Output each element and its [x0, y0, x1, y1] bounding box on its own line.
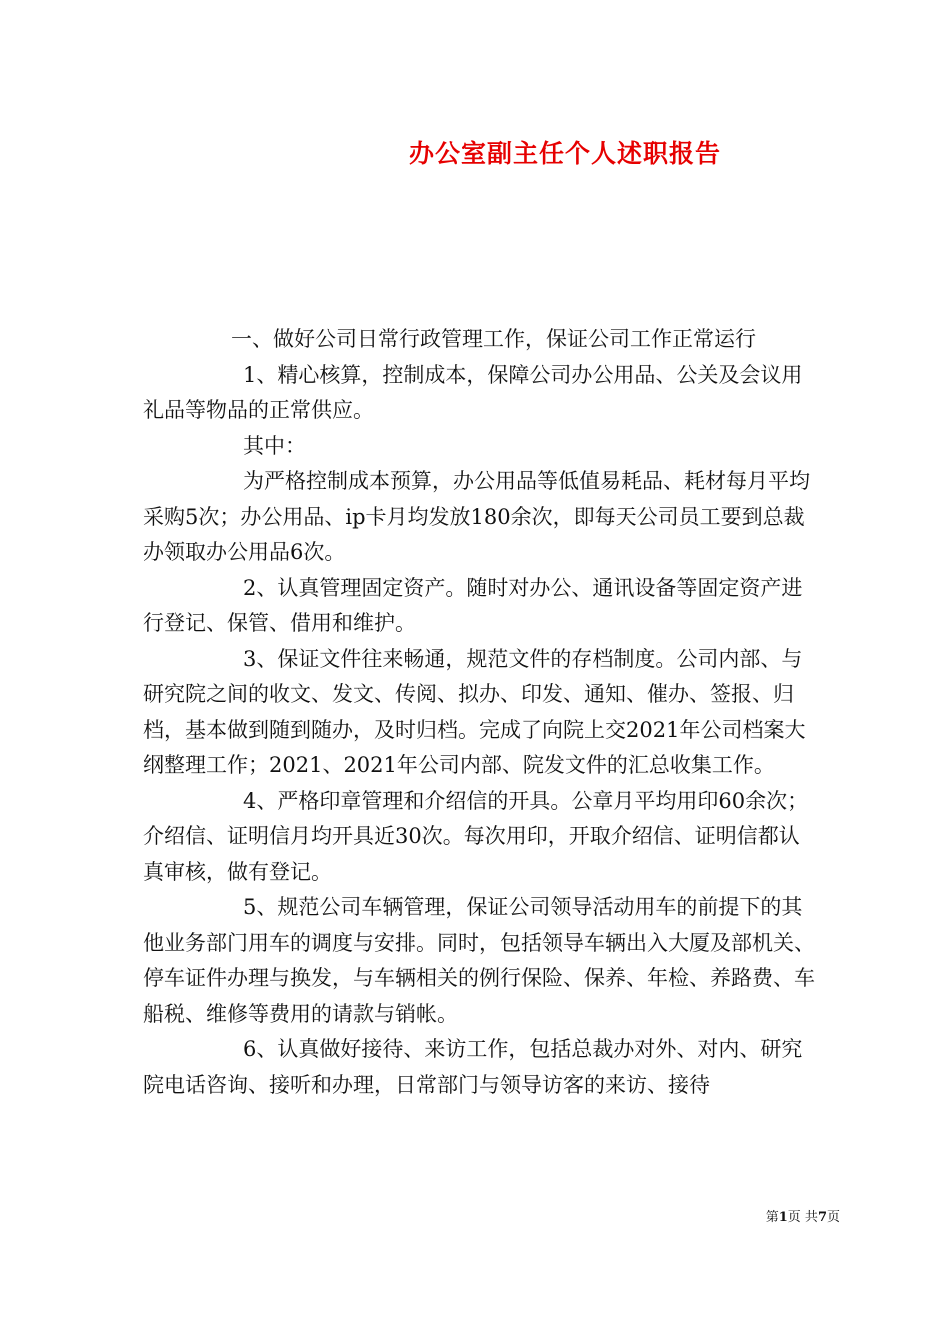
document-body: [143, 322, 815, 1103]
paragraph-detail: 为严格控制成本预算，办公用品等低值易耗品、耗材每月平均采购5次；办公用品、ip卡月均发放180余次，即每天公司员工要到总裁办领取办公用品6次。: [143, 469, 810, 564]
paragraph-item-3: 3、保证文件往来畅通，规范文件的存档制度。公司内部、与研究院之间的收文、发文、传阅、拟办、印发、通知、催办、签报、归档，基本做到随到随办，及时归档。完成了向院上交2021年公司档案大纲整理工作；2021、2021年公司内部、院发文件的汇总收集工作。: [143, 646, 806, 777]
paragraph-item-6: 6、认真做好接待、来访工作，包括总裁办对外、对内、研究院电话咨询、接听和办理，日常部门与领导访客的来访、接待: [143, 1037, 803, 1097]
document-title: 办公室副主任个人述职报告: [408, 139, 721, 168]
paragraph-item-4: 4、严格印章管理和介绍信的开具。公章月平均用印60余次；介绍信、证明信月均开具近30次。每次用印，开取介绍信、证明信都认真审核，做有登记。: [143, 788, 809, 884]
footer-page-number: 1: [778, 1210, 788, 1225]
paragraph-item-1: 1、精心核算，控制成本，保障公司办公用品、公关及会议用礼品等物品的正常供应。: [143, 362, 803, 422]
paragraph-item-5: 5、规范公司车辆管理，保证公司领导活动用车的前提下的其他业务部门用车的调度与安排。同时，包括领导车辆出入大厦及部机关、停车证件办理与换发，与车辆相关的例行保险、保养、年检、养路费、车船税、维修等费用的请款与销帐。: [143, 895, 815, 1026]
footer-prefix: 第: [765, 1210, 779, 1225]
page-number-footer: [640, 1206, 840, 1225]
section-heading: 一、做好公司日常行政管理工作，保证公司工作正常运行: [231, 327, 756, 351]
footer-suffix: 页: [826, 1210, 840, 1225]
paragraph-item-2: 2、认真管理固定资产。随时对办公、通讯设备等固定资产进行登记、保管、借用和维护。: [143, 575, 803, 635]
footer-middle: 页 共: [787, 1210, 818, 1225]
footer-total-pages: 7: [817, 1210, 827, 1225]
paragraph-note: 其中：: [243, 433, 306, 458]
